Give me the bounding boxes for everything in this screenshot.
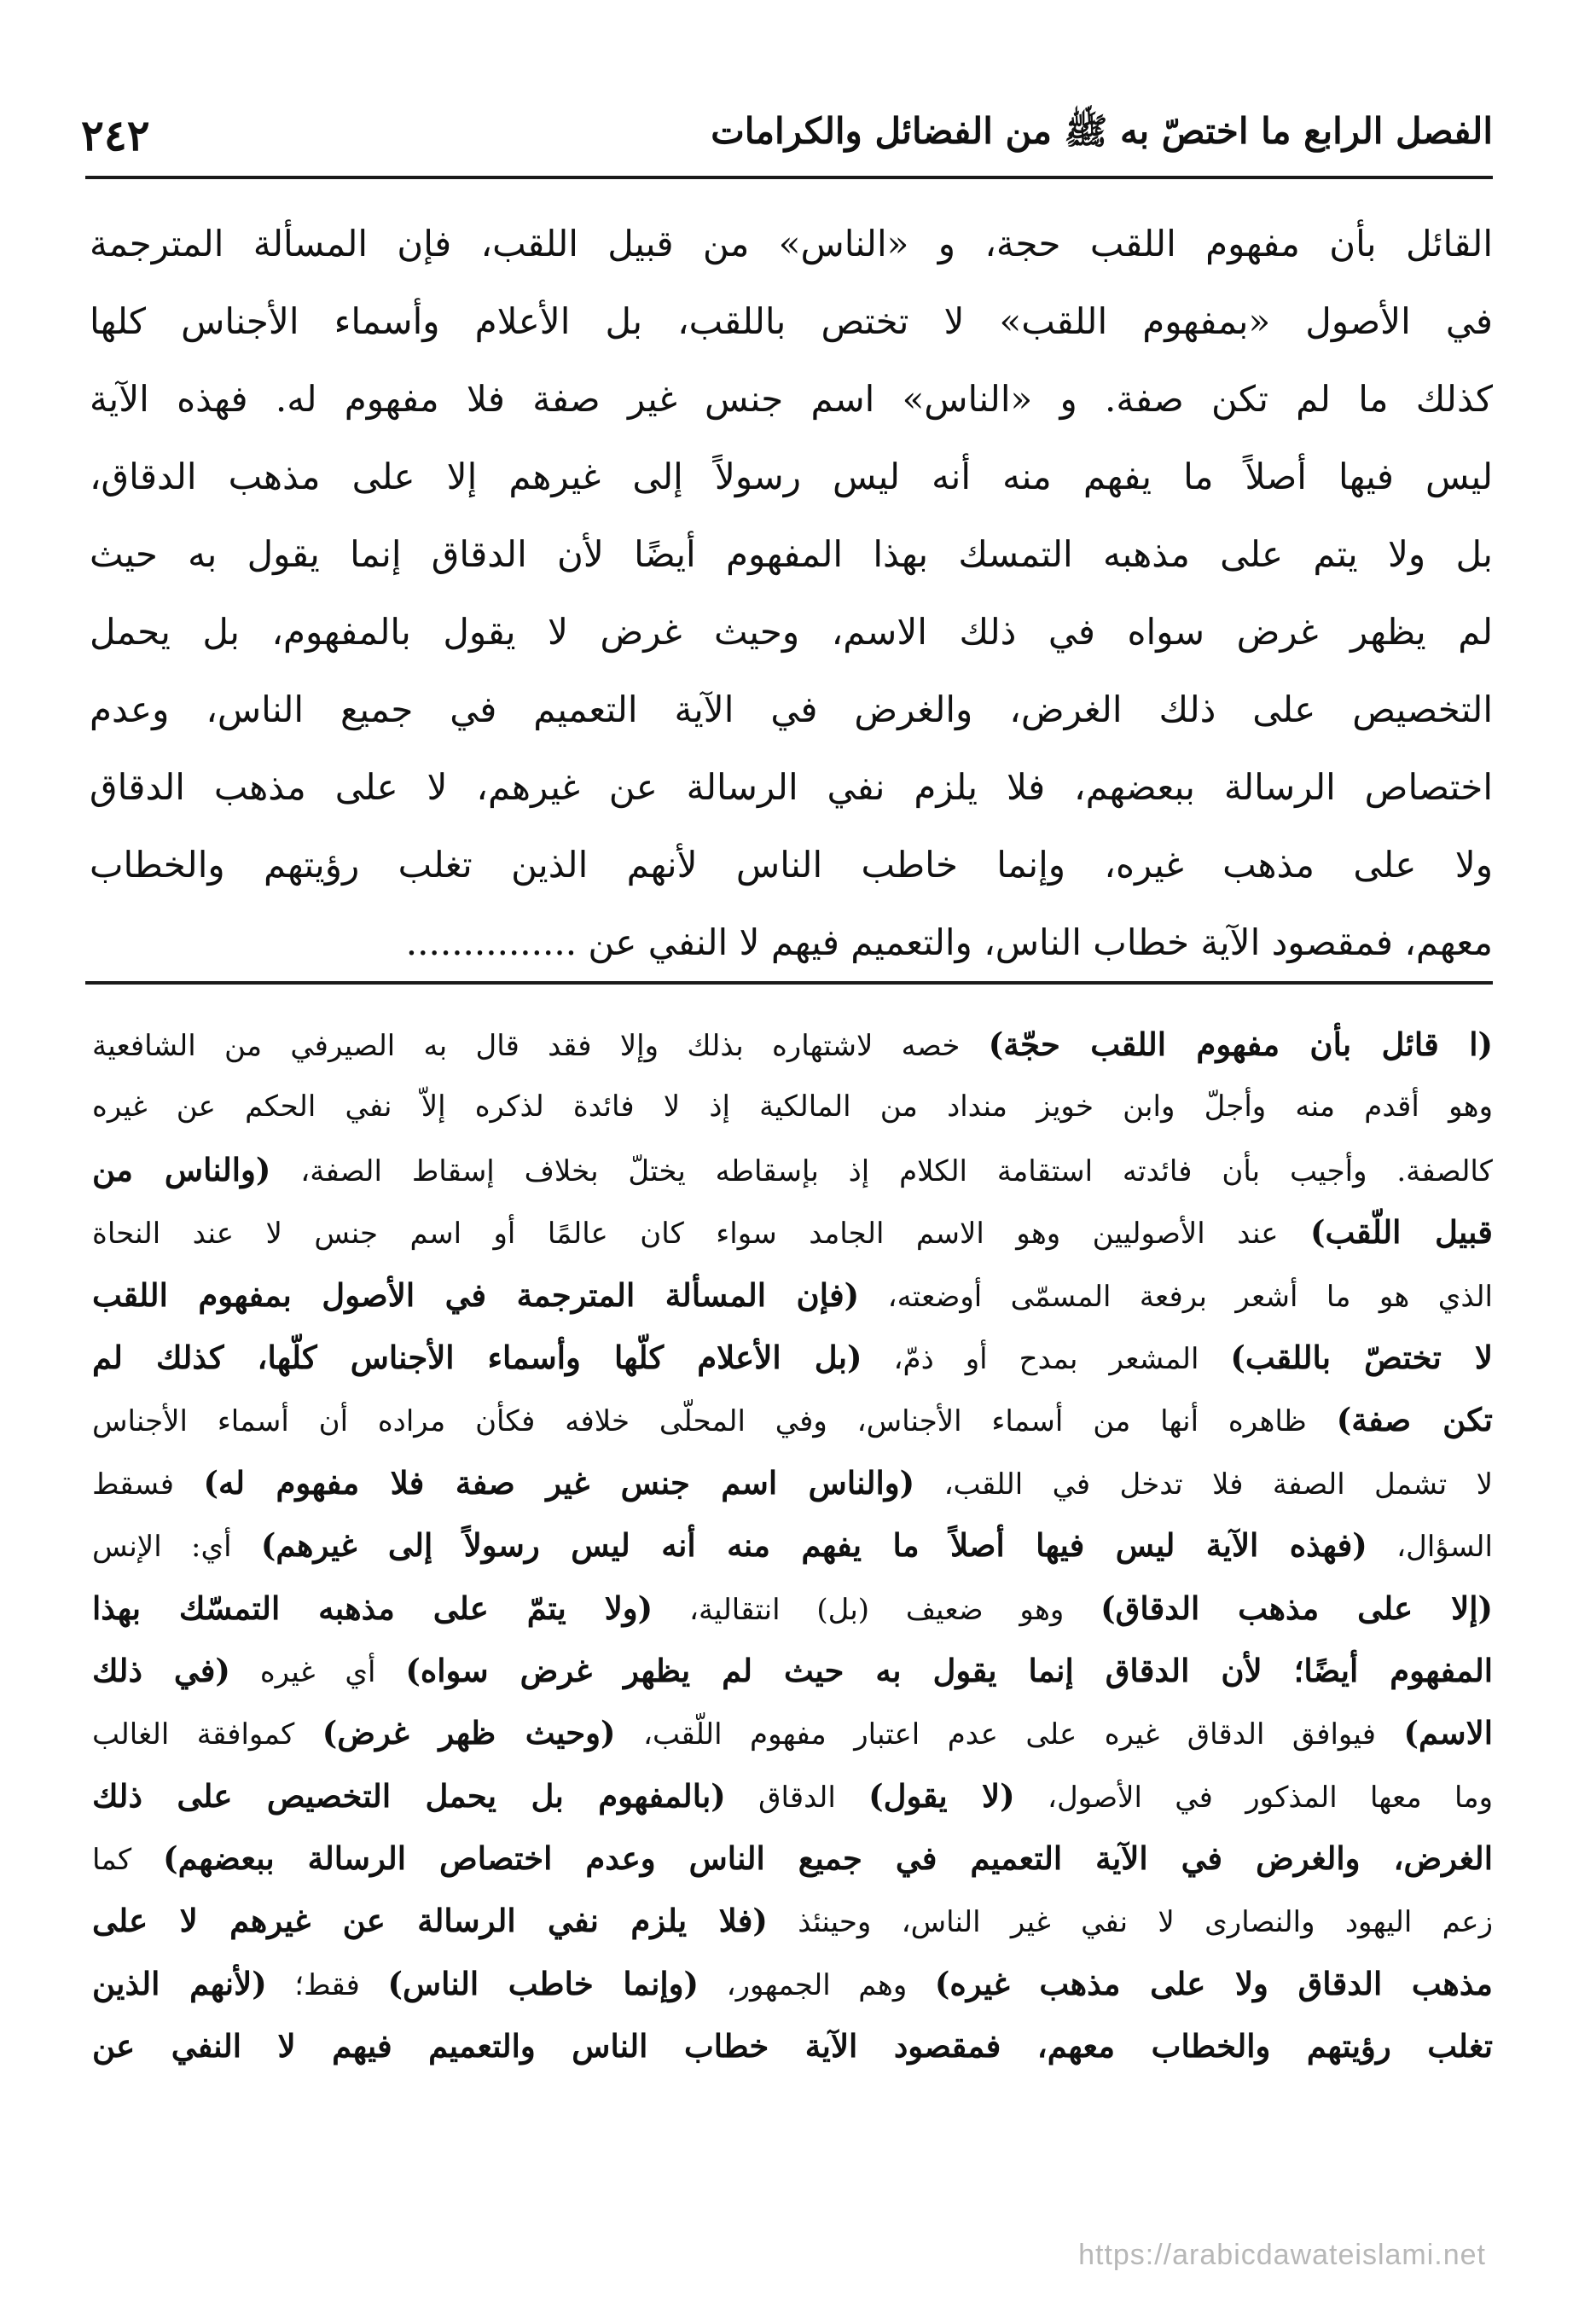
quoted-main-text: (في ذلك xyxy=(92,1651,230,1689)
commentary-text: وهو ضعيف (بل) انتقالية، xyxy=(653,1592,1101,1627)
commentary-line xyxy=(92,1452,1493,1514)
section-divider xyxy=(85,981,1493,985)
commentary-text: عند الأصوليين وهو الاسم الجامد سواء كان عالمًا أو اسم جنس لا عند النحاة xyxy=(92,1217,1311,1252)
commentary-text: ظاهره أنها من أسماء الأجناس، وفي المحلّى خلافه فكأن مراده أن أسماء الأجناس xyxy=(92,1404,1337,1439)
commentary-text: لا تشمل الصفة فلا تدخل في اللقب، xyxy=(914,1467,1493,1502)
commentary-block xyxy=(92,1014,1493,2078)
main-text-line: اختصاص الرسالة ببعضهم، فلا يلزم نفي الرسالة عن غيرهم، لا على مذهب الدقاق xyxy=(90,766,1493,808)
commentary-line xyxy=(92,1264,1493,1327)
commentary-text: أي غيره xyxy=(229,1654,406,1689)
commentary-text: خصه لاشتهاره بذلك وإلا فقد قال به الصيرفي من الشافعية xyxy=(92,1029,989,1063)
quoted-main-text: الغرض، والغرض في الآية التعميم في جميع الناس وعدم اختصاص الرسالة ببعضهم) xyxy=(163,1839,1493,1878)
commentary-text: أي: الإنس xyxy=(92,1530,261,1565)
commentary-line xyxy=(92,1765,1493,1827)
quoted-main-text: لا تختصّ باللقب) xyxy=(1230,1338,1493,1376)
commentary-text: فيوافق الدقاق غيره على عدم اعتبار مفهوم اللّقب، xyxy=(615,1717,1404,1752)
quoted-main-text: (لا يقول) xyxy=(868,1776,1015,1815)
commentary-text: وما معها المذكور في الأصول، xyxy=(1014,1780,1493,1815)
quoted-main-text: مذهب الدقاق ولا على مذهب غيره) xyxy=(934,1964,1493,2002)
main-text-line: التخصيص على ذلك الغرض، والغرض في الآية التعميم في جميع الناس، وعدم xyxy=(90,688,1493,730)
commentary-text: الدقاق xyxy=(725,1780,869,1815)
main-text-line: ليس فيها أصلاً ما يفهم منه أنه ليس رسولاً إلى غيرهم إلا على مذهب الدقاق، xyxy=(90,456,1493,497)
main-text-block xyxy=(90,205,1493,981)
quoted-main-text: تكن صفة) xyxy=(1336,1401,1493,1439)
quoted-main-text: الاسم) xyxy=(1403,1714,1493,1752)
quoted-main-text: (فلا يلزم نفي الرسالة عن غيرهم لا على xyxy=(92,1902,768,1940)
commentary-text: فسقط xyxy=(92,1467,204,1502)
main-text-line: ولا على مذهب غيره، وإنما خاطب الناس لأنهم الذين تغلب رؤيتهم والخطاب xyxy=(90,844,1493,886)
quoted-main-text: (والناس اسم جنس غير صفة فلا مفهوم له) xyxy=(203,1463,915,1502)
commentary-line xyxy=(92,1890,1493,1952)
quoted-main-text: (والناس من xyxy=(92,1150,271,1188)
quoted-main-text: تغلب رؤيتهم والخطاب معهم، فمقصود الآية خطاب الناس والتعميم فيهم لا النفي عن xyxy=(92,2027,1493,2065)
quoted-main-text: المفهوم أيضًا؛ لأن الدقاق إنما يقول به حيث لم يظهر غرض سواه) xyxy=(405,1651,1493,1689)
commentary-line xyxy=(92,1827,1493,1890)
commentary-line xyxy=(92,1014,1493,1076)
commentary-line xyxy=(92,1640,1493,1702)
running-header xyxy=(81,101,1493,169)
chapter-title: الفصل الرابع ما اختصّ به ﷺ من الفضائل والكرامات xyxy=(711,109,1493,152)
quoted-main-text: (بل الأعلام كلّها وأسماء الأجناس كلّها، كذلك لم xyxy=(92,1338,862,1376)
quoted-main-text: (لأنهم الذين xyxy=(92,1964,267,2002)
quoted-main-text: (ا قائل بأن مفهوم اللقب حجّة) xyxy=(988,1025,1493,1063)
quoted-main-text: (فهذه الآية ليس فيها أصلاً ما يفهم منه أنه ليس رسولاً إلى غيرهم) xyxy=(260,1526,1367,1565)
watermark-url: https://arabicdawateislami.net xyxy=(1078,2239,1486,2271)
commentary-line xyxy=(92,1389,1493,1451)
page-number: ٢٤٢ xyxy=(81,109,150,160)
quoted-main-text: (وحيث ظهر غرض) xyxy=(322,1714,616,1752)
main-text-line: بل ولا يتم على مذهبه التمسك بهذا المفهوم أيضًا لأن الدقاق إنما يقول به حيث xyxy=(90,533,1493,575)
quoted-main-text: (بالمفهوم بل يحمل التخصيص على ذلك xyxy=(92,1776,726,1815)
commentary-line xyxy=(92,1702,1493,1764)
quoted-main-text: قبيل اللّقب) xyxy=(1310,1213,1493,1252)
commentary-line xyxy=(92,1201,1493,1264)
quoted-main-text: (وإنما خاطب الناس) xyxy=(387,1964,699,2002)
commentary-text: كما xyxy=(92,1843,164,1878)
commentary-text: كموافقة الغالب xyxy=(92,1717,322,1752)
header-divider xyxy=(85,176,1493,179)
commentary-text: الذي هو ما أشعر برفعة المسمّى أوضعته، xyxy=(859,1279,1493,1314)
main-text-line: كذلك ما لم تكن صفة. و «الناس» اسم جنس غير صفة فلا مفهوم له. فهذه الآية xyxy=(90,378,1493,420)
quoted-main-text: (فإن المسألة المترجمة في الأصول بمفهوم اللقب xyxy=(92,1275,860,1314)
commentary-line xyxy=(92,1514,1493,1577)
commentary-text: وهم الجمهور، xyxy=(699,1967,935,2002)
main-text-line: معهم، فمقصود الآية خطاب الناس، والتعميم فيهم لا النفي عن ............... xyxy=(405,921,1493,963)
commentary-text: فقط؛ xyxy=(266,1967,388,2002)
commentary-text: زعم اليهود والنصارى لا نفي غير الناس، وحينئذ xyxy=(767,1905,1493,1940)
commentary-text: السؤال، xyxy=(1367,1530,1493,1565)
main-text-line: القائل بأن مفهوم اللقب حجة، و «الناس» من قبيل اللقب، فإن المسألة المترجمة xyxy=(90,223,1493,264)
commentary-line xyxy=(92,1139,1493,1201)
commentary-line xyxy=(92,2015,1493,2077)
quoted-main-text: (ولا يتمّ على مذهبه التمسّك بهذا xyxy=(92,1589,653,1627)
commentary-line xyxy=(92,1953,1493,2015)
quoted-main-text: (إلا على مذهب الدقاق) xyxy=(1100,1589,1493,1627)
commentary-text: المشعر بمدح أو ذمّ، xyxy=(862,1341,1231,1376)
commentary-text: كالصفة. وأجيب بأن فائدته استقامة الكلام إذ بإسقاطه يختلّ بخلاف إسقاط الصفة، xyxy=(270,1153,1493,1188)
commentary-text: وهو أقدم منه وأجلّ وابن خويز منداد من المالكية إذ لا فائدة لذكره إلاّ نفي الحكم عن غيره xyxy=(92,1089,1493,1124)
main-text-line: في الأصول «بمفهوم اللقب» لا تختص باللقب، بل الأعلام وأسماء الأجناس كلها xyxy=(90,300,1493,342)
main-text-line: لم يظهر غرض سواه في ذلك الاسم، وحيث غرض لا يقول بالمفهوم، بل يحمل xyxy=(90,611,1493,653)
commentary-line xyxy=(92,1577,1493,1640)
commentary-line xyxy=(92,1076,1493,1138)
commentary-line xyxy=(92,1327,1493,1389)
